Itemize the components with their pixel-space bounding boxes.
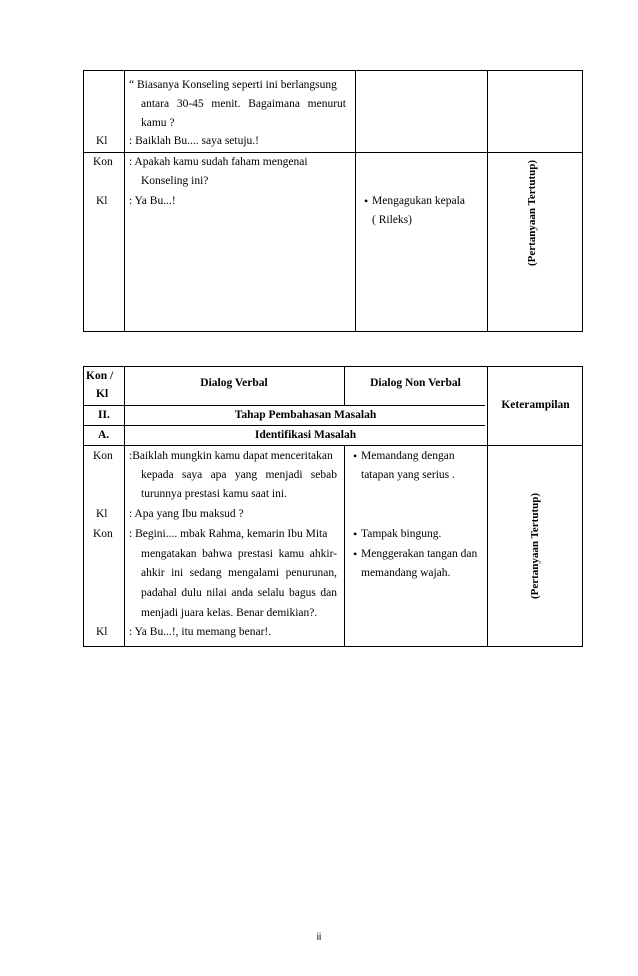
speaker-label: Kl <box>96 626 108 638</box>
speaker-label: Kon <box>93 156 113 168</box>
speaker-label: Kon <box>93 528 113 540</box>
dialog-line: : Apakah kamu sudah faham mengenai <box>129 156 308 168</box>
header-speaker: Kon / <box>86 370 114 382</box>
nonverbal-line: • Mengagukan kepala <box>372 194 465 208</box>
stage-title: Tahap Pembahasan Masalah <box>234 409 377 421</box>
header-nonverbal: Dialog Non Verbal <box>370 377 461 389</box>
skill-label-vertical: (Pertanyaan Tertutup) <box>526 159 538 267</box>
dialog-line: kamu ? <box>141 117 175 129</box>
nonverbal-line: memandang wajah. <box>361 567 451 579</box>
page-number: ii <box>316 932 322 943</box>
table-problem-identification <box>83 366 583 647</box>
dialog-line: : Baiklah Bu.... saya setuju.! <box>129 135 259 147</box>
dialog-line: : Ya Bu...! <box>129 195 176 207</box>
dialog-line: : Begini.... mbak Rahma, kemarin Ibu Mita <box>129 528 328 540</box>
substage-letter: A. <box>98 429 110 441</box>
stage-number: II. <box>98 409 110 421</box>
nonverbal-line: • Memandang dengan <box>361 449 455 463</box>
header-verbal: Dialog Verbal <box>200 377 268 389</box>
dialog-line: kepada saya apa yang menjadi sebab <box>141 469 337 481</box>
dialog-line: turunnya prestasi kamu saat ini. <box>141 488 287 500</box>
substage-title: Identifikasi Masalah <box>254 429 357 441</box>
skill-label-vertical: (Pertanyaan Tertutup) <box>529 492 541 600</box>
nonverbal-line: tatapan yang serius . <box>361 469 455 481</box>
speaker-label: Kon <box>93 450 113 462</box>
table-dialog-continued <box>83 70 583 332</box>
dialog-line: “ Biasanya Konseling seperti ini berlangsung <box>129 79 337 91</box>
speaker-label: Kl <box>96 135 108 147</box>
header-skill: Keterampilan <box>501 399 570 411</box>
nonverbal-line: • Tampak bingung. <box>361 527 441 541</box>
dialog-line: : Apa yang Ibu maksud ? <box>129 508 244 520</box>
dialog-line: :Baiklah mungkin kamu dapat menceritakan <box>129 450 333 462</box>
nonverbal-line: • Menggerakan tangan dan <box>361 547 477 561</box>
nonverbal-line: ( Rileks) <box>372 214 412 226</box>
dialog-line: mengatakan bahwa prestasi kamu ahkir- <box>141 548 337 560</box>
dialog-line: menjadi juara kelas. Benar demikian?. <box>141 607 318 619</box>
dialog-line: ahkir ini sedang mengalami penurunan, <box>141 567 337 579</box>
dialog-line: : Ya Bu...!, itu memang benar!. <box>129 626 272 638</box>
speaker-label: Kl <box>96 195 108 207</box>
dialog-line: Konseling ini? <box>141 175 209 187</box>
dialog-line: padahal dulu nilai anda selalu bagus dan <box>141 587 337 599</box>
dialog-line: antara 30-45 menit. Bagaimana menurut <box>141 98 346 110</box>
speaker-label: Kl <box>96 508 108 520</box>
header-speaker: Kl <box>96 388 109 400</box>
